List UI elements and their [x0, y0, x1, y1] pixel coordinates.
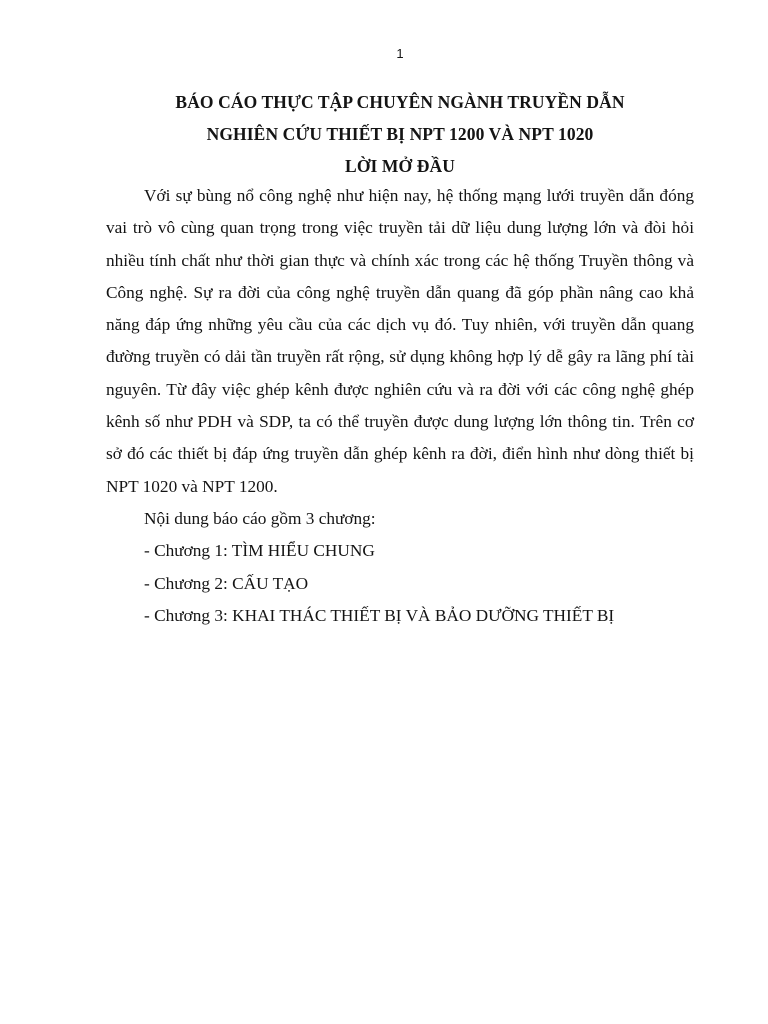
chapter-2-item: - Chương 2: CẤU TẠO — [144, 573, 309, 593]
chapter-1-item: - Chương 1: TÌM HIỂU CHUNG — [144, 541, 375, 561]
report-subtitle: NGHIÊN CỨU THIẾT BỊ NPT 1200 VÀ NPT 1020 — [206, 124, 594, 144]
section-title: LỜI MỞ ĐẦU — [345, 156, 455, 176]
contents-intro: Nội dung báo cáo gồm 3 chương: — [144, 508, 376, 528]
report-title: BÁO CÁO THỰC TẬP CHUYÊN NGÀNH TRUYỀN DẪN — [175, 92, 625, 112]
document-body — [106, 180, 694, 632]
page-number: 1 — [396, 46, 404, 61]
chapter-3-item: - Chương 3: KHAI THÁC THIẾT BỊ VÀ BẢO DƯỠNG THIẾT BỊ — [144, 605, 615, 625]
intro-paragraph: Với sự bùng nổ công nghệ như hiện nay, hệ thống mạng lưới truyền dẫn đóng vai trò vô cùng quan trọng trong việc truyền tải dữ liệu dung lượng lớn và đòi hỏi nhiều tính chất như thời gian thực và chính xác trong các hệ thống Truyền thông và Công nghệ. Sự ra đời của công nghệ truyền dẫn quang đã góp phần nâng cao khả năng đáp ứng những yêu cầu của các dịch vụ đó. Tuy nhiên, với truyền dẫn quang đường truyền có dải tần truyền rất rộng, sử dụng không hợp lý dễ gây ra lãng phí tài nguyên. Từ đây việc ghép kênh được nghiên cứu và ra đời với các công nghệ ghép kênh số như PDH và SDP, ta có thể truyền được dung lượng lớn thông tin. Trên cơ sở đó các thiết bị đáp ứng truyền dẫn ghép kênh ra đời, điển hình như dòng thiết bị NPT 1020 và NPT 1200. — [106, 186, 694, 496]
